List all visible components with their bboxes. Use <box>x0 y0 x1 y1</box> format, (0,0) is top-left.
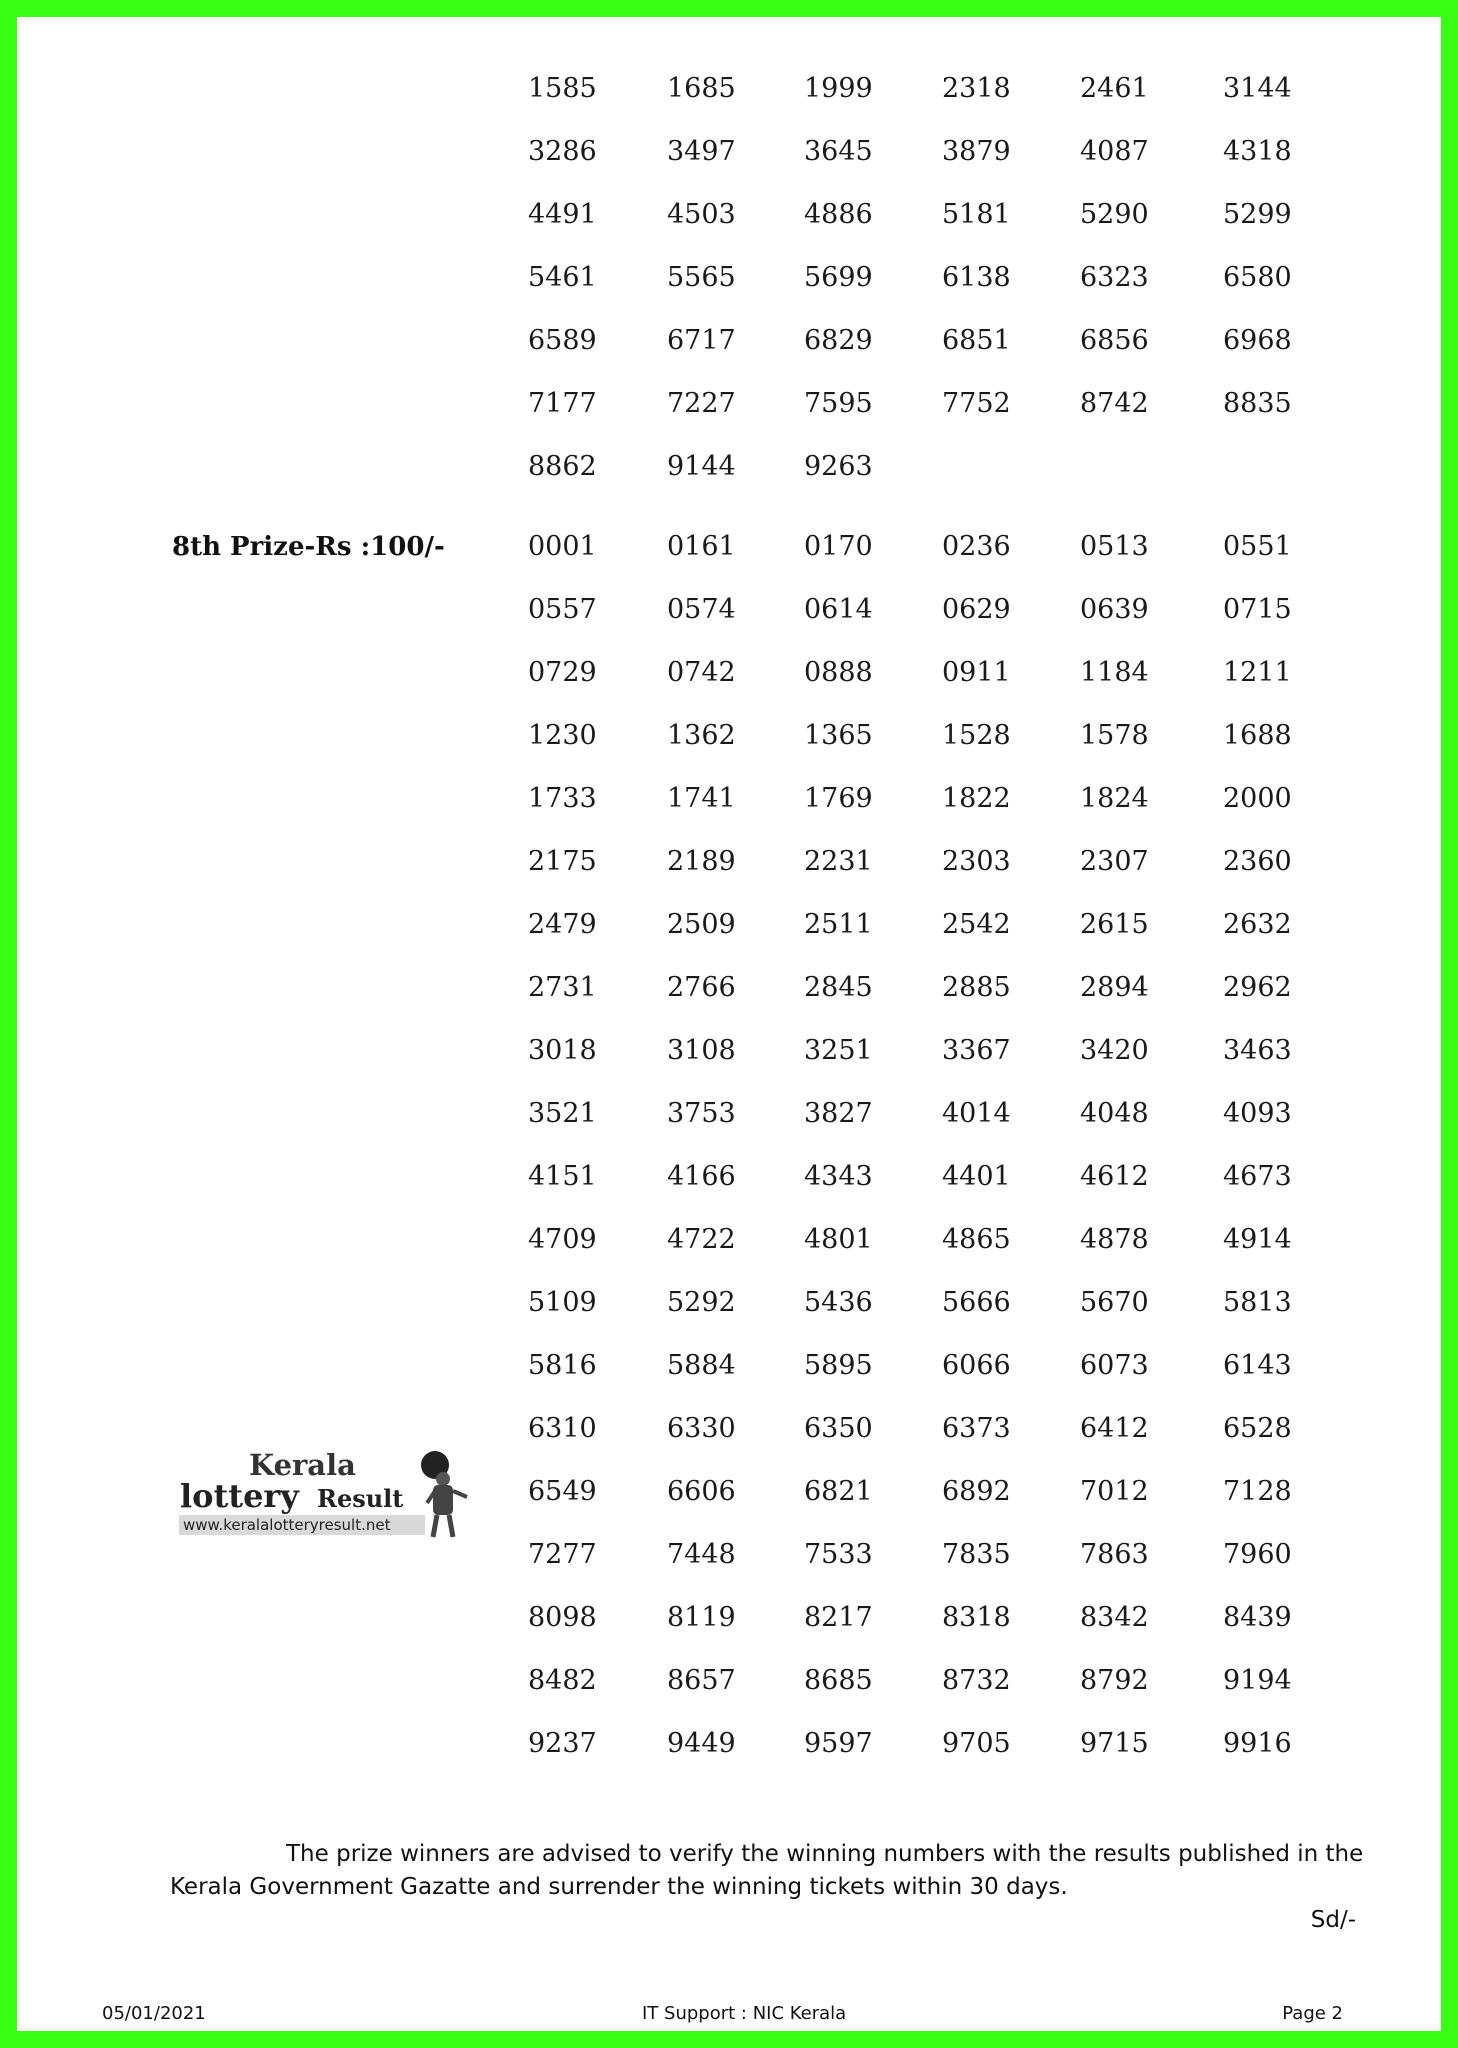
winning-number: 3645 <box>804 136 873 167</box>
winning-number: 4709 <box>528 1224 597 1255</box>
winning-number: 6143 <box>1223 1350 1292 1381</box>
winning-number: 5813 <box>1223 1287 1292 1318</box>
winning-number: 0888 <box>804 657 873 688</box>
winning-number: 2509 <box>667 909 736 940</box>
winning-number: 4087 <box>1080 136 1149 167</box>
winning-number: 9597 <box>804 1728 873 1759</box>
winning-number: 1822 <box>942 783 1011 814</box>
winning-number: 2731 <box>528 972 597 1003</box>
winning-number: 6851 <box>942 325 1011 356</box>
winning-number: 5461 <box>528 262 597 293</box>
winning-number: 6606 <box>667 1476 736 1507</box>
winning-number: 2511 <box>804 909 873 940</box>
winning-number: 5895 <box>804 1350 873 1381</box>
winning-number: 2175 <box>528 846 597 877</box>
winning-number: 6330 <box>667 1413 736 1444</box>
winning-number: 3879 <box>942 136 1011 167</box>
winning-number: 7533 <box>804 1539 873 1570</box>
winning-number: 4722 <box>667 1224 736 1255</box>
winning-number: 8342 <box>1080 1602 1149 1633</box>
winning-number: 8217 <box>804 1602 873 1633</box>
winning-number: 3367 <box>942 1035 1011 1066</box>
winning-number: 4673 <box>1223 1161 1292 1192</box>
winning-number: 5436 <box>804 1287 873 1318</box>
winning-number: 4401 <box>942 1161 1011 1192</box>
winning-number: 4318 <box>1223 136 1292 167</box>
winning-number: 3753 <box>667 1098 736 1129</box>
winning-number: 9916 <box>1223 1728 1292 1759</box>
winning-number: 4166 <box>667 1161 736 1192</box>
winning-number: 9715 <box>1080 1728 1149 1759</box>
winning-number: 0557 <box>528 594 597 625</box>
winning-number: 6829 <box>804 325 873 356</box>
winning-number: 1528 <box>942 720 1011 751</box>
winning-number: 2885 <box>942 972 1011 1003</box>
winning-number: 4886 <box>804 199 873 230</box>
footer-page-number: Page 2 <box>1282 2003 1343 2024</box>
verification-notice: The prize winners are advised to verify the winning numbers with the results published in the Kerala Government Gazatte and surrender the winning tickets within 30 days. <box>170 1841 1364 1900</box>
winning-number: 1733 <box>528 783 597 814</box>
winning-number: 2307 <box>1080 846 1149 877</box>
winning-number: 9144 <box>667 451 736 482</box>
winning-number: 8439 <box>1223 1602 1292 1633</box>
winning-number: 0614 <box>804 594 873 625</box>
winning-number: 2189 <box>667 846 736 877</box>
winning-number: 0574 <box>667 594 736 625</box>
winning-number: 0161 <box>667 531 736 562</box>
winning-number: 7752 <box>942 388 1011 419</box>
winning-number: 4865 <box>942 1224 1011 1255</box>
winning-number: 6856 <box>1080 325 1149 356</box>
winning-number: 2303 <box>942 846 1011 877</box>
winning-number: 3018 <box>528 1035 597 1066</box>
winning-number: 6717 <box>667 325 736 356</box>
eighth-prize-label: 8th Prize-Rs :100/- <box>172 532 445 562</box>
winning-number: 8732 <box>942 1665 1011 1696</box>
winning-number: 0715 <box>1223 594 1292 625</box>
mascot-icon <box>421 1451 467 1537</box>
winning-number: 9449 <box>667 1728 736 1759</box>
winning-number: 4151 <box>528 1161 597 1192</box>
winning-number: 3108 <box>667 1035 736 1066</box>
winning-number: 2632 <box>1223 909 1292 940</box>
winning-number: 8685 <box>804 1665 873 1696</box>
winning-number: 0742 <box>667 657 736 688</box>
winning-number: 5299 <box>1223 199 1292 230</box>
winning-number: 8657 <box>667 1665 736 1696</box>
winning-number: 6821 <box>804 1476 873 1507</box>
winning-number: 3827 <box>804 1098 873 1129</box>
winning-number: 8119 <box>667 1602 736 1633</box>
winning-number: 3144 <box>1223 73 1292 104</box>
winning-number: 8482 <box>528 1665 597 1696</box>
winning-number: 2615 <box>1080 909 1149 940</box>
winning-number: 6138 <box>942 262 1011 293</box>
winning-number: 6412 <box>1080 1413 1149 1444</box>
winning-number: 5292 <box>667 1287 736 1318</box>
winning-number: 0729 <box>528 657 597 688</box>
result-page <box>17 17 1441 2031</box>
winning-number: 0236 <box>942 531 1011 562</box>
winning-number: 4343 <box>804 1161 873 1192</box>
winning-number: 4503 <box>667 199 736 230</box>
winning-number: 7277 <box>528 1539 597 1570</box>
winning-number: 0551 <box>1223 531 1292 562</box>
winning-number: 2894 <box>1080 972 1149 1003</box>
winning-number: 1211 <box>1223 657 1292 688</box>
winning-number: 5670 <box>1080 1287 1149 1318</box>
winning-number: 6549 <box>528 1476 597 1507</box>
winning-number: 2231 <box>804 846 873 877</box>
winning-number: 8792 <box>1080 1665 1149 1696</box>
signature: Sd/- <box>1310 1907 1356 1933</box>
winning-number: 1362 <box>667 720 736 751</box>
winning-number: 0629 <box>942 594 1011 625</box>
winning-number: 4878 <box>1080 1224 1149 1255</box>
logo-text-lottery: lottery <box>180 1477 299 1515</box>
winning-number: 2318 <box>942 73 1011 104</box>
winning-number: 6066 <box>942 1350 1011 1381</box>
winning-number: 2766 <box>667 972 736 1003</box>
winning-number: 3251 <box>804 1035 873 1066</box>
winning-number: 2461 <box>1080 73 1149 104</box>
winning-number: 1824 <box>1080 783 1149 814</box>
winning-number: 7128 <box>1223 1476 1292 1507</box>
winning-number: 1741 <box>667 783 736 814</box>
winning-number: 5181 <box>942 199 1011 230</box>
winning-number: 6528 <box>1223 1413 1292 1444</box>
winning-number: 2542 <box>942 909 1011 940</box>
winning-number: 2479 <box>528 909 597 940</box>
winning-number: 1365 <box>804 720 873 751</box>
winning-number: 7448 <box>667 1539 736 1570</box>
winning-number: 9263 <box>804 451 873 482</box>
winning-number: 5565 <box>667 262 736 293</box>
footer-it-support: IT Support : NIC Kerala <box>642 2003 847 2024</box>
winning-number: 4914 <box>1223 1224 1292 1255</box>
winning-number: 4048 <box>1080 1098 1149 1129</box>
winning-number: 3463 <box>1223 1035 1292 1066</box>
winning-number: 7227 <box>667 388 736 419</box>
winning-number: 8742 <box>1080 388 1149 419</box>
winning-number: 0513 <box>1080 531 1149 562</box>
logo-url-text: www.keralalotteryresult.net <box>183 1516 391 1534</box>
winning-number: 1230 <box>528 720 597 751</box>
winning-number: 7595 <box>804 388 873 419</box>
winning-number: 7177 <box>528 388 597 419</box>
winning-number: 4612 <box>1080 1161 1149 1192</box>
winning-number: 1578 <box>1080 720 1149 751</box>
winning-number: 2845 <box>804 972 873 1003</box>
winning-number: 0170 <box>804 531 873 562</box>
winning-number: 2360 <box>1223 846 1292 877</box>
winning-number: 1688 <box>1223 720 1292 751</box>
winning-number: 7960 <box>1223 1539 1292 1570</box>
winning-number: 0911 <box>942 657 1011 688</box>
winning-number: 4014 <box>942 1098 1011 1129</box>
winning-number: 4093 <box>1223 1098 1292 1129</box>
winning-number: 1184 <box>1080 657 1149 688</box>
winning-number: 0639 <box>1080 594 1149 625</box>
winning-number: 1585 <box>528 73 597 104</box>
winning-number: 5699 <box>804 262 873 293</box>
winning-number: 0001 <box>528 531 597 562</box>
winning-number: 6310 <box>528 1413 597 1444</box>
winning-number: 5884 <box>667 1350 736 1381</box>
logo-text-result: Result <box>317 1484 404 1513</box>
winning-number: 8318 <box>942 1602 1011 1633</box>
winning-number: 8098 <box>528 1602 597 1633</box>
winning-number: 7012 <box>1080 1476 1149 1507</box>
winning-number: 4801 <box>804 1224 873 1255</box>
winning-number: 5666 <box>942 1287 1011 1318</box>
winning-number: 2962 <box>1223 972 1292 1003</box>
winning-number: 5290 <box>1080 199 1149 230</box>
winning-number: 9237 <box>528 1728 597 1759</box>
winning-number: 6892 <box>942 1476 1011 1507</box>
winning-number: 2000 <box>1223 783 1292 814</box>
winning-number: 6323 <box>1080 262 1149 293</box>
winning-number: 9194 <box>1223 1665 1292 1696</box>
winning-number: 3420 <box>1080 1035 1149 1066</box>
winning-number: 8835 <box>1223 388 1292 419</box>
winning-number: 6373 <box>942 1413 1011 1444</box>
footer-date: 05/01/2021 <box>102 2003 206 2024</box>
winning-number: 3521 <box>528 1098 597 1129</box>
kerala-lottery-result-logo <box>177 1445 477 1545</box>
winning-number: 6350 <box>804 1413 873 1444</box>
winning-number: 8862 <box>528 451 597 482</box>
winning-number: 5816 <box>528 1350 597 1381</box>
winning-number: 9705 <box>942 1728 1011 1759</box>
winning-number: 6968 <box>1223 325 1292 356</box>
winning-number: 1685 <box>667 73 736 104</box>
winning-number: 1769 <box>804 783 873 814</box>
winning-number: 7835 <box>942 1539 1011 1570</box>
winning-number: 3497 <box>667 136 736 167</box>
winning-number: 5109 <box>528 1287 597 1318</box>
logo-text-kerala: Kerala <box>249 1448 356 1482</box>
winning-number: 6589 <box>528 325 597 356</box>
winning-number: 4491 <box>528 199 597 230</box>
winning-number: 3286 <box>528 136 597 167</box>
winning-number: 1999 <box>804 73 873 104</box>
winning-number: 6073 <box>1080 1350 1149 1381</box>
winning-number: 7863 <box>1080 1539 1149 1570</box>
winning-number: 6580 <box>1223 262 1292 293</box>
